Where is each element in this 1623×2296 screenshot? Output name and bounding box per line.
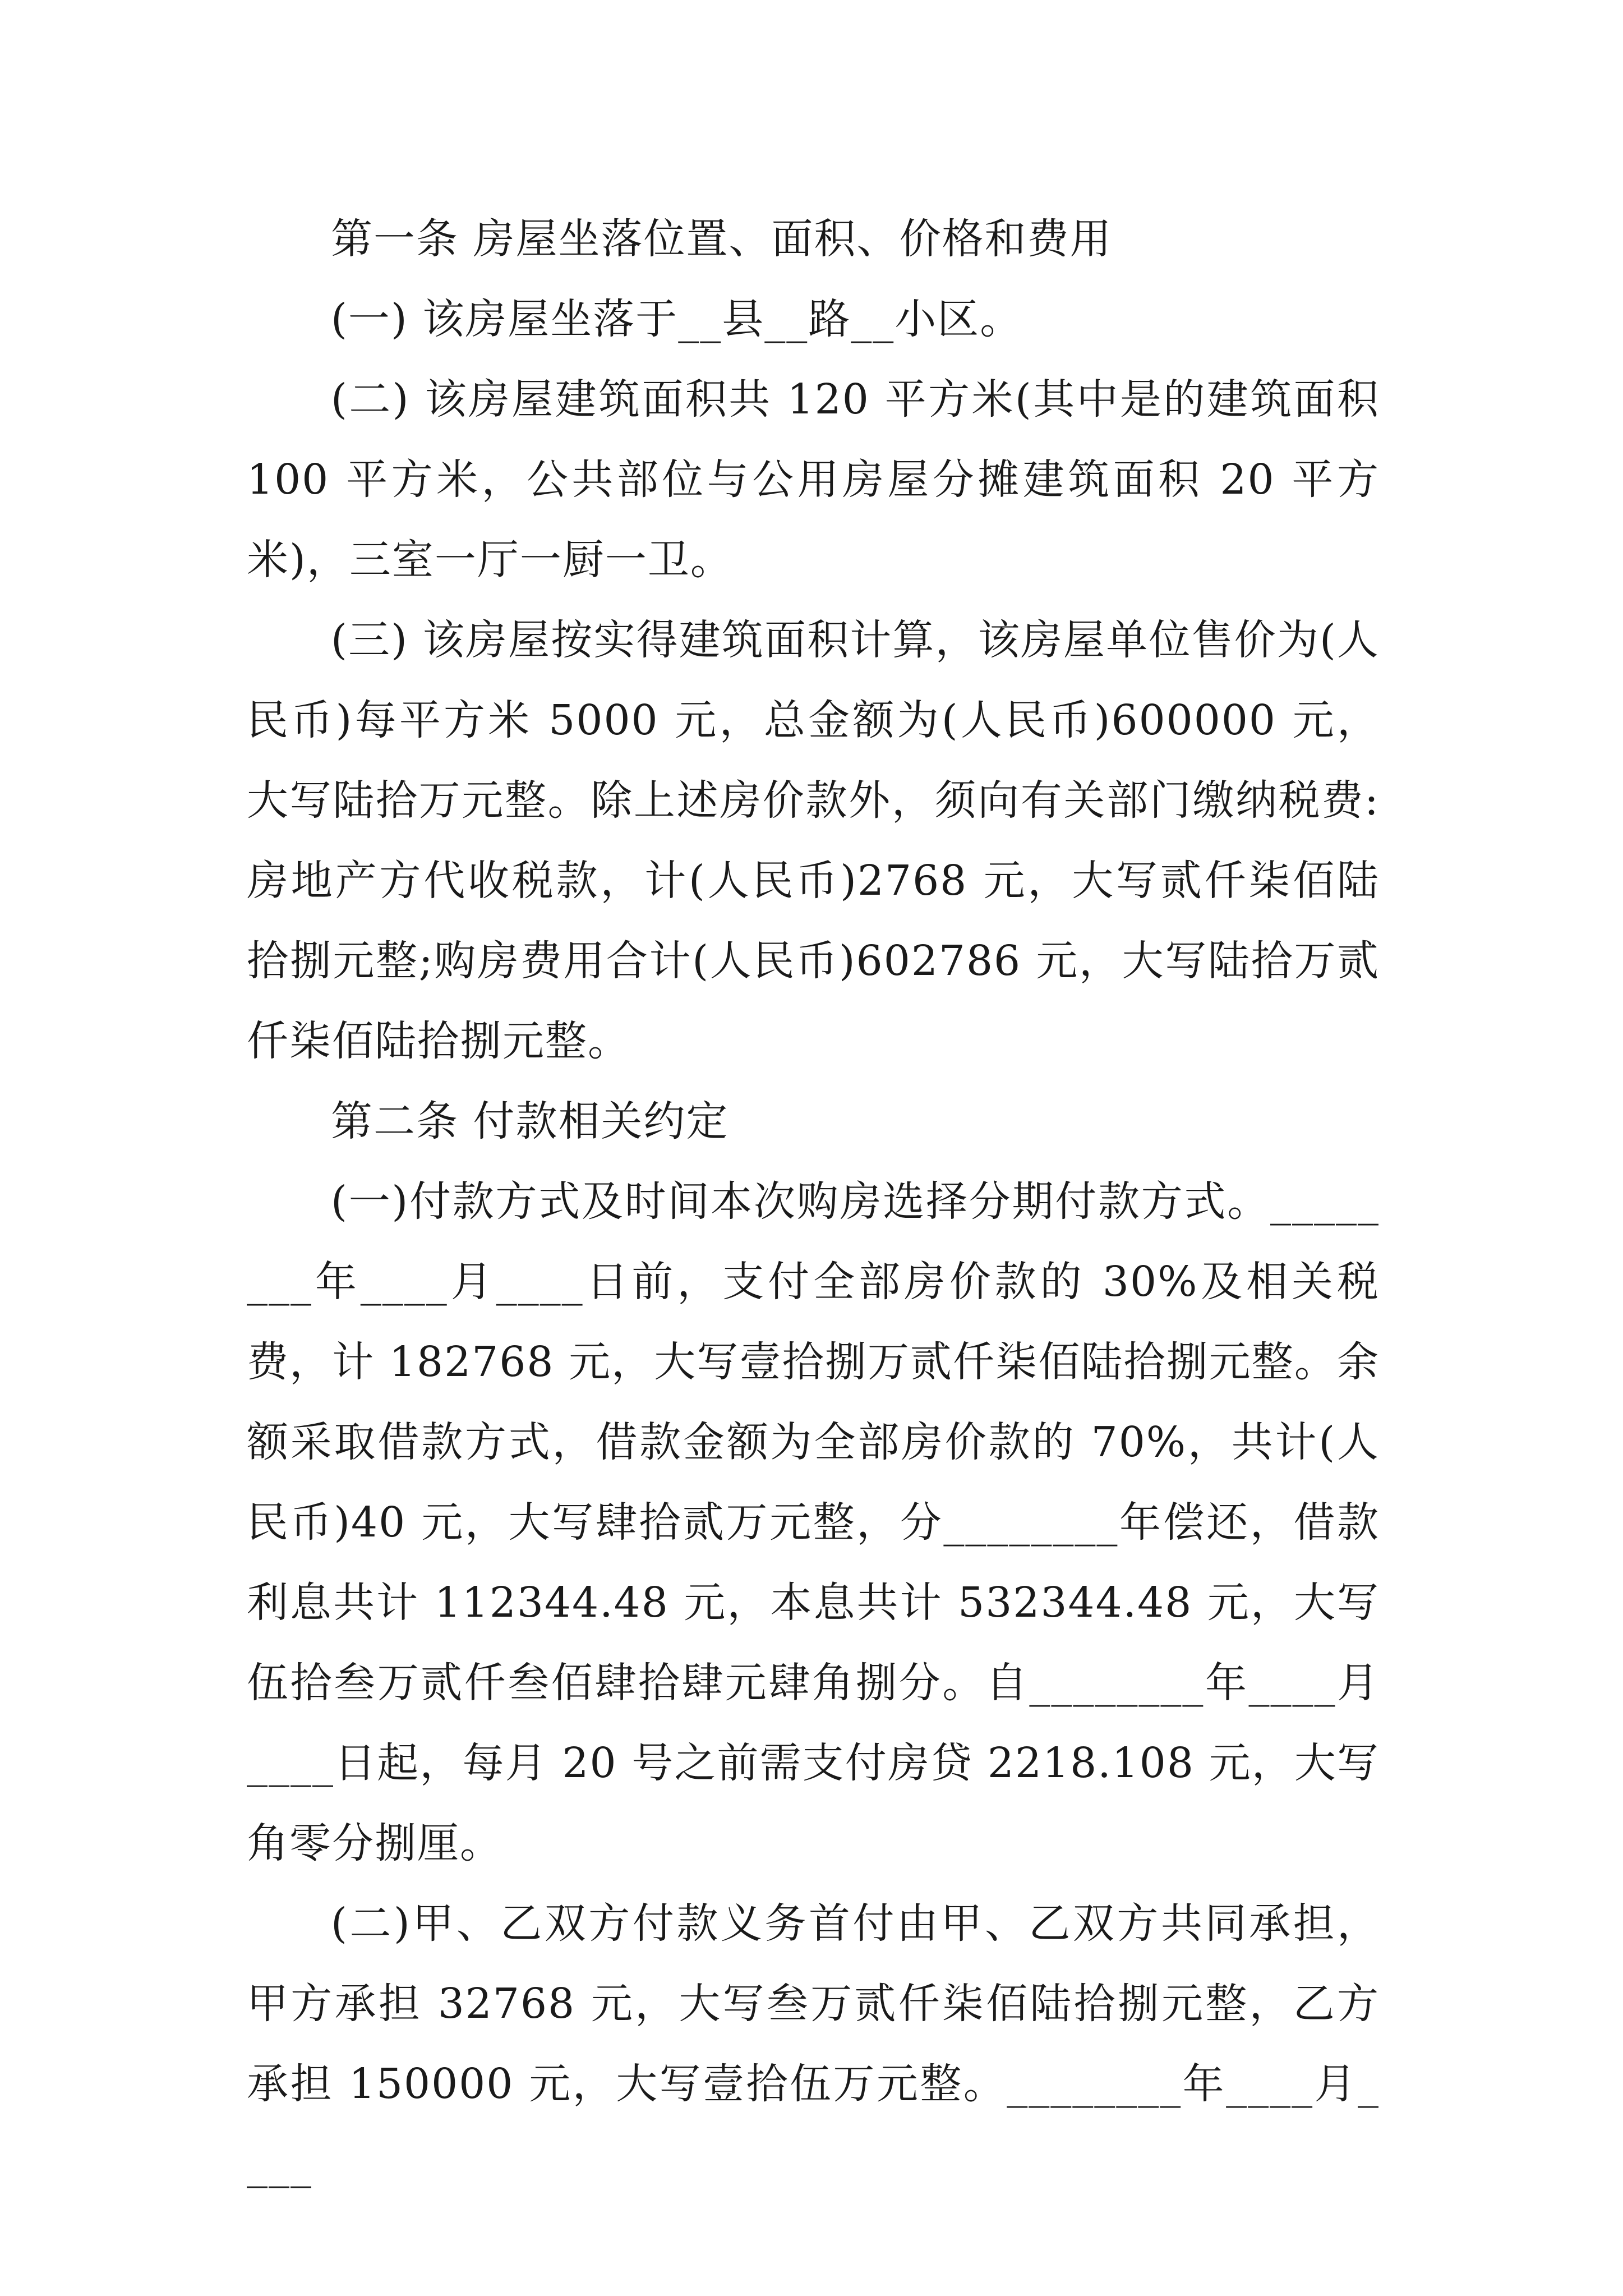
article-one-item-1: (一) 该房屋坐落于__县__路__小区。 bbox=[331, 295, 1023, 343]
article-one-item-3: (三) 该房屋按实得建筑面积计算，该房屋单位售价为(人民币)每平方米 5000 元，总金额为(人民币)600000 元，大写陆拾万元整。除上述房价款外，须向有关部门缴纳税费:房地产方代收税款，计(人民币)2768 元，大写贰仟柒佰陆拾捌元整;购房费用合计(人民币)602786 元，大写陆拾万贰仟柒佰陆拾捌元整。 bbox=[247, 616, 1380, 1065]
article-one-heading: 第一条 房屋坐落位置、面积、价格和费用 bbox=[331, 215, 1113, 263]
article-two-item-1: (一)付款方式及时间本次购房选择分期付款方式。________年____月____日前，支付全部房价款的 30%及相关税费，计 182768 元，大写壹拾捌万贰仟柒佰陆拾捌元整。余额采取借款方式，借款金额为全部房价款的 70%，共计(人民币)40 元，大写肆拾贰万元整，分________年偿还，借款利息共计 112344.48 元，本息共计 532344.48 元，大写伍拾叁万贰仟叁佰肆拾肆元肆角捌分。自________年____月____日起，每月 20 号之前需支付房贷 2218.108 元，大写角零分捌厘。 bbox=[247, 1177, 1380, 1867]
article-two-heading: 第二条 付款相关约定 bbox=[331, 1097, 729, 1145]
document-body bbox=[247, 199, 1380, 2205]
article-two-item-2: (二)甲、乙双方付款义务首付由甲、乙双方共同承担，甲方承担 32768 元，大写叁万贰仟柒佰陆拾捌元整，乙方承担 150000 元，大写壹拾伍万元整。________年____月____ bbox=[247, 1899, 1380, 2188]
article-one-item-2: (二) 该房屋建筑面积共 120 平方米(其中是的建筑面积 100 平方米，公共部位与公用房屋分摊建筑面积 20 平方米)，三室一厅一厨一卫。 bbox=[247, 375, 1380, 584]
